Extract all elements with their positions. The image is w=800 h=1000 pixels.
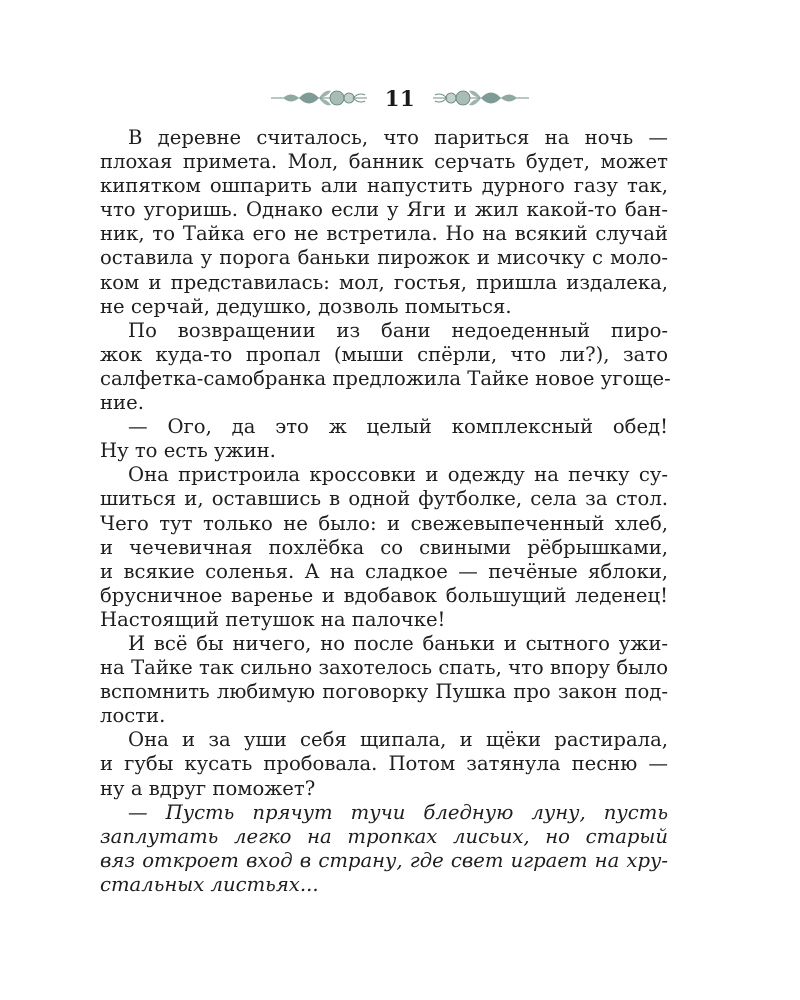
paragraph [100, 801, 668, 897]
text-line: оставила у порога баньки пирожок и мисочку с моло- [100, 246, 668, 270]
text-line: ник, то Тайка его не встретила. Но на всякий случай [100, 222, 668, 246]
body-text [100, 126, 671, 897]
ornament-right-icon [431, 83, 531, 113]
text-line: В деревне считалось, что париться на ночь — [128, 126, 668, 149]
text-line: — Пусть прячут тучи бледную луну, пусть [128, 800, 668, 824]
text-line: и чечевичная похлёбка со свиными рёбрышками, [100, 535, 668, 559]
text-line: и губы кусать пробовала. Потом затянула песню — [100, 752, 668, 776]
text-line: не серчай, дедушко, дозволь помыться. [100, 294, 512, 318]
text-line: плохая примета. Мол, банник серчать будет, может [100, 150, 668, 174]
text-line: ние. [100, 391, 144, 415]
paragraph [100, 415, 668, 463]
text-line: вяз откроет вход в страну, где свет играет на хру- [100, 848, 668, 872]
text-line: шиться и, оставшись в одной футболке, села за стол. [100, 487, 668, 511]
text-line: брусничное варенье и вдобавок большущий леденец! [100, 583, 668, 607]
text-line: — Ого, да это ж целый комплексный обед! [128, 415, 668, 439]
text-line: заплутать легко на тропках лисьих, но старый [100, 824, 668, 848]
text-line: По возвращении из бани недоеденный пиро- [128, 318, 668, 342]
text-line: Она и за уши себя щипала, и щёки растирала, [128, 728, 668, 752]
text-line: вспомнить любимую поговорку Пушка про закон под- [100, 680, 668, 704]
text-line: жок куда-то пропал (мыши спёрли, что ли?), зато [100, 342, 668, 366]
page-header [0, 78, 800, 118]
text-line: ну а вдруг поможет? [100, 776, 316, 800]
text-line: салфетка-самобранка предложила Тайке новое угоще- [100, 366, 671, 390]
text-line: стальных листьях... [100, 872, 319, 896]
text-line: Настоящий петушок на палочке! [100, 607, 446, 631]
paragraph [100, 463, 668, 632]
text-line: лости. [100, 704, 166, 728]
paragraph [100, 126, 668, 319]
ornament-left-icon [269, 83, 369, 113]
text-line: Чего тут только не было: и свежевыпеченный хлеб, [100, 511, 668, 535]
paragraph [100, 318, 671, 415]
text-line: ком и представилась: мол, гостья, пришла издалека, [100, 270, 668, 294]
text-line: Ну то есть ужин. [100, 439, 276, 463]
text-line: что угоришь. Однако если у Яги и жил какой-то бан- [100, 198, 668, 222]
paragraph [100, 728, 668, 800]
text-line: и всякие соленья. А на сладкое — печёные яблоки, [100, 559, 668, 583]
text-line: на Тайке так сильно захотелось спать, что впору было [100, 656, 668, 680]
text-line: И всё бы ничего, но после баньки и сытного ужи- [128, 631, 668, 655]
paragraph [100, 632, 668, 728]
text-line: кипятком ошпарить али напустить дурного газу так, [100, 174, 668, 198]
page-number: 11 [384, 85, 416, 111]
text-line: Она пристроила кроссовки и одежду на печку су- [128, 463, 668, 487]
